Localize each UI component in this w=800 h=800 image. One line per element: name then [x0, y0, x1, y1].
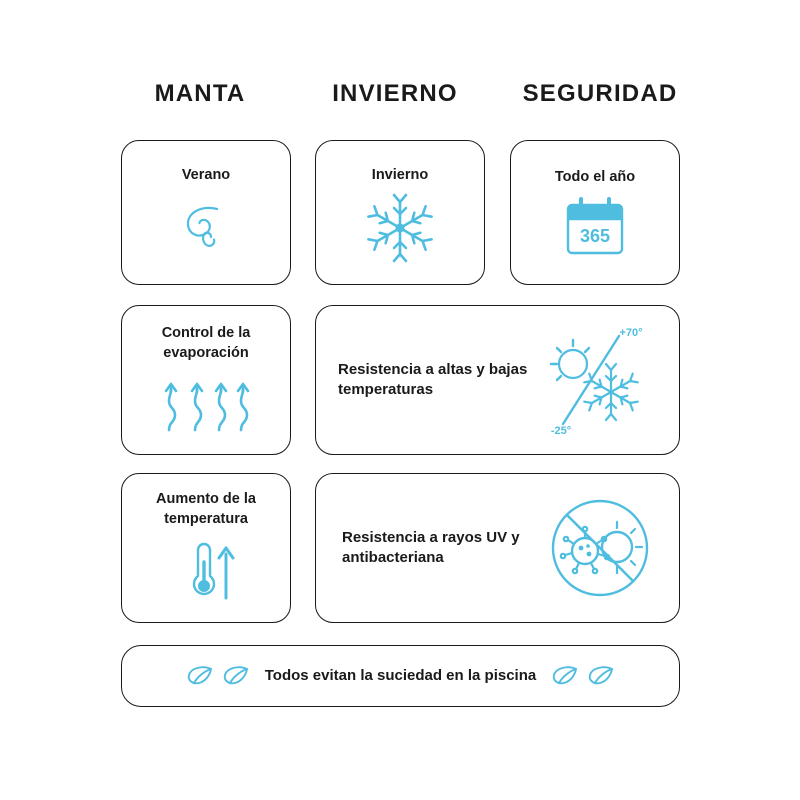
thermometer-arrow-icon: [168, 540, 244, 606]
sun-snowflake-icon: [535, 320, 655, 440]
water-drop-icon: [171, 193, 241, 263]
leaf-icon: [586, 663, 616, 689]
leaf-pair-left: [185, 663, 251, 689]
card-resistencia-uv[interactable]: [315, 473, 680, 623]
calendar-365-text: 365: [579, 226, 611, 247]
card-resistencia-temperaturas[interactable]: [315, 305, 680, 455]
leaf-icon: [221, 663, 251, 689]
leaf-pair-right: [550, 663, 616, 689]
card-resistencia-uv-label: Resistencia a rayos UV y antibacteriana: [342, 528, 520, 566]
card-todo-el-ano[interactable]: [510, 140, 680, 285]
calendar-365-icon: [558, 195, 632, 261]
card-aumento-temperatura-label: Aumento de la temperatura: [156, 491, 256, 527]
card-invierno-label: Invierno: [371, 166, 429, 183]
card-evaporacion-label: Control de la evaporación: [161, 325, 251, 361]
snowflake-icon: [365, 193, 435, 263]
card-verano-label: Verano: [181, 166, 231, 183]
card-suciedad-label: Todos evitan la suciedad en la piscina: [264, 666, 537, 684]
card-invierno[interactable]: [315, 140, 485, 285]
no-uv-bacteria-icon: [541, 489, 659, 607]
card-evaporacion[interactable]: [121, 305, 291, 455]
column-heading-seguridad: SEGURIDAD: [522, 80, 678, 107]
leaf-icon: [185, 663, 215, 689]
card-suciedad[interactable]: [121, 645, 680, 707]
temp-cold-label: -25°: [550, 425, 572, 437]
evaporation-arrows-icon: [151, 374, 261, 436]
column-heading-manta: MANTA: [154, 80, 246, 107]
card-aumento-temperatura[interactable]: [121, 473, 291, 623]
card-verano[interactable]: [121, 140, 291, 285]
leaf-icon: [550, 663, 580, 689]
card-todo-el-ano-label: Todo el año: [554, 168, 636, 185]
card-resistencia-temperaturas-label: Resistencia a altas y bajas temperaturas: [338, 360, 528, 398]
column-headings: [110, 80, 700, 108]
temp-hot-label: +70°: [619, 327, 643, 339]
column-heading-invierno: INVIERNO: [332, 80, 458, 107]
